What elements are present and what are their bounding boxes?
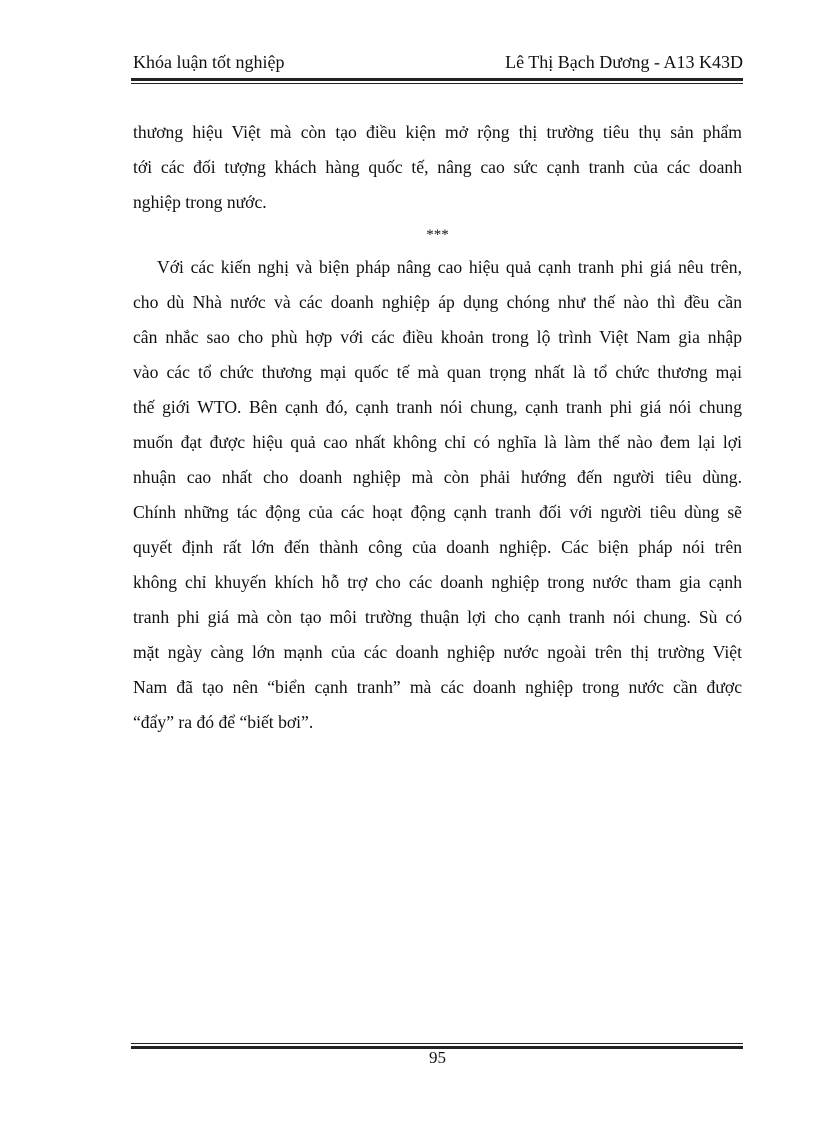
text-line: nhuận cao nhất cho doanh nghiệp mà còn phải hướng đến người tiêu dùng. — [133, 467, 742, 487]
paragraph-continued — [133, 115, 742, 220]
text-line: mặt ngày càng lớn mạnh của các doanh nghiệp nước ngoài trên thị trường Việt — [133, 642, 742, 662]
text-line: muốn đạt được hiệu quả cao nhất không chỉ có nghĩa là làm thế nào đem lại lợi — [133, 432, 742, 452]
text-line: nghiệp trong nước. — [133, 192, 267, 212]
text-line: Nam đã tạo nên “biển cạnh tranh” mà các doanh nghiệp trong nước cần được — [133, 677, 742, 697]
text-line: “đẩy” ra đó để “biết bơi”. — [133, 712, 314, 732]
text-line: cho dù Nhà nước và các doanh nghiệp áp dụng chóng như thế nào thì đều cần — [133, 292, 742, 312]
text-line: tới các đối tượng khách hàng quốc tế, nâng cao sức cạnh tranh của các doanh — [133, 157, 742, 177]
header-rule — [131, 78, 743, 84]
page-header — [133, 52, 743, 78]
header-author: Lê Thị Bạch Dương - A13 K43D — [505, 52, 743, 72]
text-line: thương hiệu Việt mà còn tạo điều kiện mở rộng thị trường tiêu thụ sản phẩm — [133, 122, 742, 142]
header-document-type: Khóa luận tốt nghiệp — [133, 52, 285, 72]
text-line: Chính những tác động của các hoạt động cạnh tranh đối với người tiêu dùng sẽ — [133, 502, 742, 522]
section-separator: *** — [426, 227, 449, 243]
page-body — [133, 115, 742, 740]
page-number: 95 — [429, 1048, 446, 1067]
text-line: Với các kiến nghị và biện pháp nâng cao hiệu quả cạnh tranh phi giá nêu trên, — [157, 257, 742, 277]
text-line: không chỉ khuyến khích hỗ trợ cho các doanh nghiệp trong nước tham gia cạnh — [133, 572, 742, 592]
text-line: vào các tổ chức thương mại quốc tế mà quan trọng nhất là tổ chức thương mại — [133, 362, 742, 382]
text-line: quyết định rất lớn đến thành công của doanh nghiệp. Các biện pháp nói trên — [133, 537, 742, 557]
text-line: thế giới WTO. Bên cạnh đó, cạnh tranh nói chung, cạnh tranh phi giá nói chung — [133, 397, 742, 417]
text-line: tranh phi giá mà còn tạo môi trường thuận lợi cho cạnh tranh nói chung. Sù có — [133, 607, 742, 627]
paragraph-conclusion — [133, 250, 742, 740]
text-line: cân nhắc sao cho phù hợp với các điều khoản trong lộ trình Việt Nam gia nhập — [133, 327, 742, 347]
